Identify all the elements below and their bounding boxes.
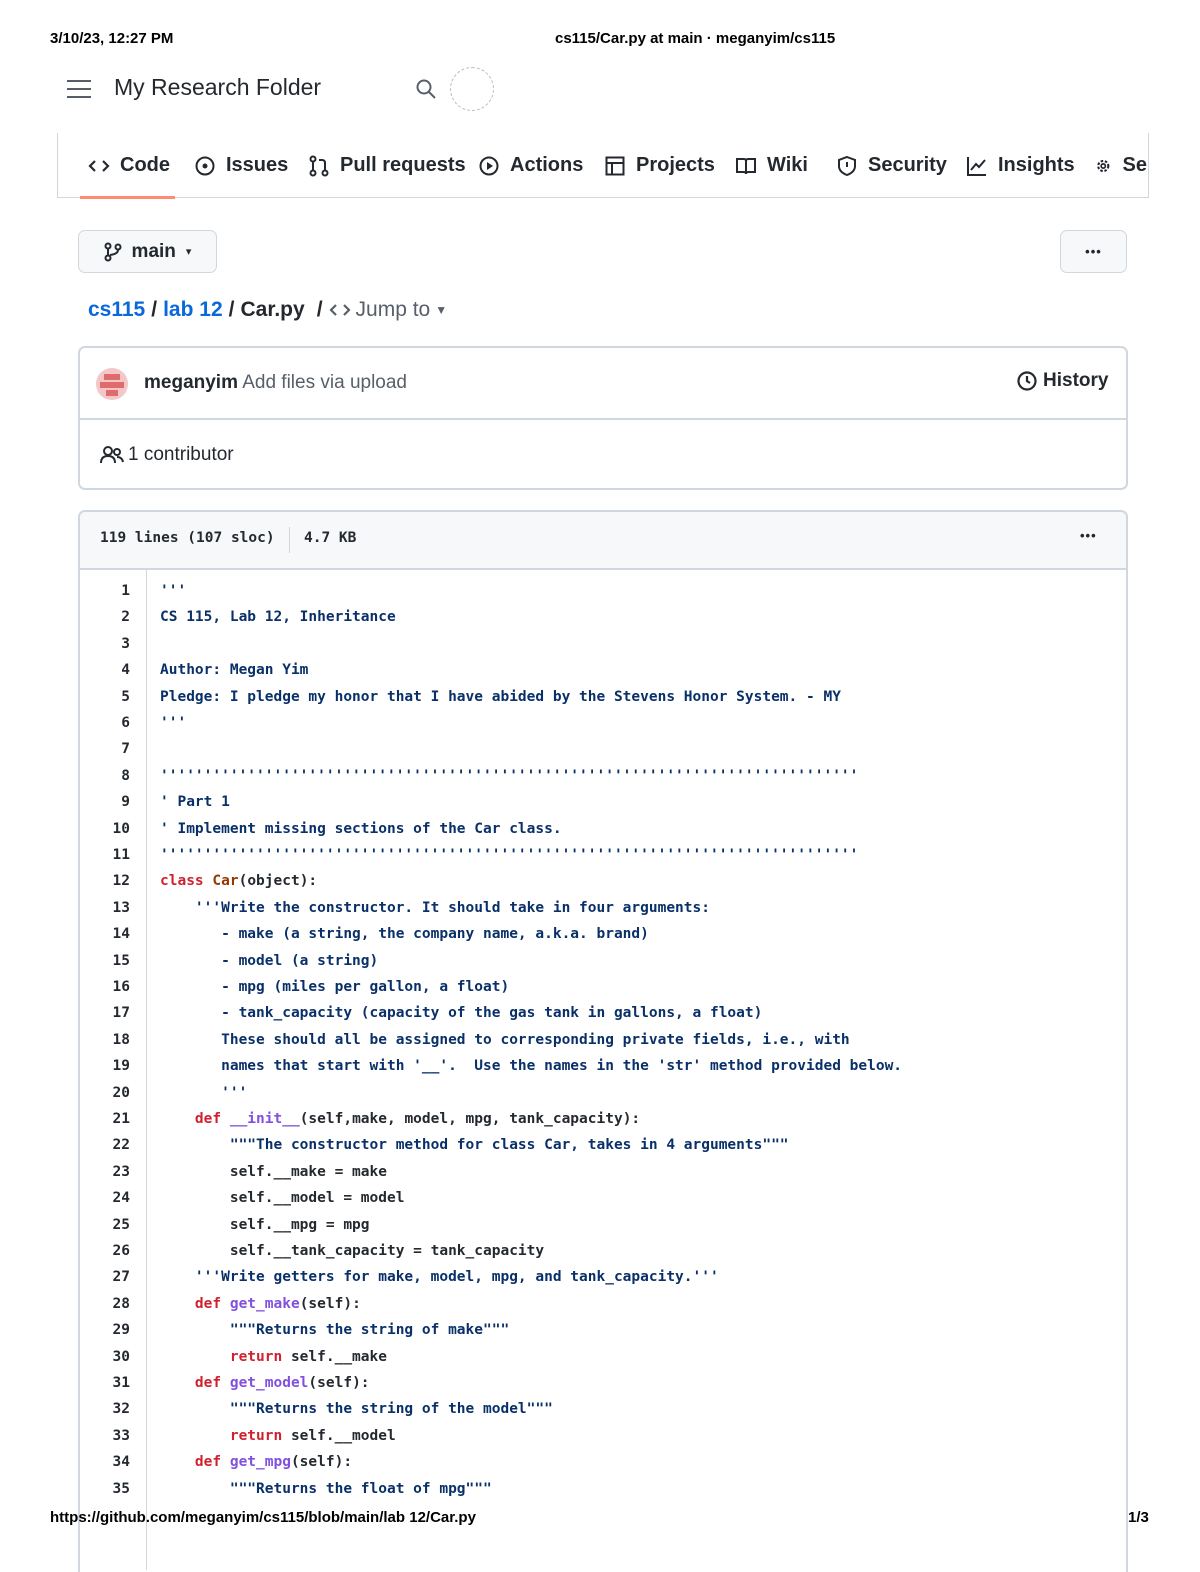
topbar-title[interactable]: My Research Folder [114, 74, 322, 100]
line-number[interactable]: 25 [112, 1216, 130, 1233]
code-token: def [194, 1454, 230, 1471]
code-token: names that start with '__'. Use the names in the 'str' method provided below. [160, 1058, 903, 1075]
code-line [160, 710, 186, 736]
code-token: """Returns the string of the model""" [160, 1401, 553, 1418]
code-line [160, 1476, 492, 1502]
code-token: (self,make, model, mpg, tank_capacity): [299, 1111, 641, 1127]
code-token [160, 1428, 230, 1444]
tab-actions[interactable] [478, 154, 583, 177]
tab-settings[interactable] [1094, 154, 1147, 177]
code-line [160, 1370, 370, 1396]
code-line [160, 789, 230, 815]
print-url: https://github.com/meganyim/cs115/blob/main/lab 12/Car.py [50, 1509, 476, 1526]
code-token: (self): [299, 1295, 361, 1312]
graph-icon [966, 155, 988, 177]
line-number[interactable]: 8 [121, 767, 130, 784]
code-token: '''Write getters for make, model, mpg, and tank_capacity.''' [160, 1269, 719, 1286]
line-number[interactable]: 12 [112, 873, 130, 890]
code-token: __init__ [229, 1111, 300, 1127]
line-number[interactable]: 4 [121, 662, 130, 679]
line-number[interactable]: 21 [112, 1111, 130, 1127]
code-line [160, 974, 509, 1000]
commit-message-link[interactable]: Add files via upload [242, 372, 407, 393]
code-token: ''' [160, 1084, 248, 1101]
tab-wiki[interactable] [735, 154, 808, 177]
code-token: '''''''''''''''''''''''''''''''''''''''''''''''''''''''''''''''''''''''''''''''' [160, 847, 859, 863]
tab-label: Code [120, 154, 170, 176]
code-token: def [194, 1295, 230, 1312]
line-number[interactable]: 10 [112, 820, 130, 837]
divider [80, 418, 1126, 420]
line-number[interactable]: 31 [112, 1375, 130, 1391]
tab-label: Insights [998, 154, 1075, 176]
line-number[interactable]: 3 [121, 635, 130, 652]
breadcrumb-separator: / [316, 298, 323, 321]
branch-select-button[interactable] [78, 230, 217, 273]
line-number[interactable]: 27 [112, 1269, 130, 1286]
code-token: (self): [308, 1375, 370, 1391]
branch-label: main [131, 240, 176, 262]
contributors-link[interactable] [100, 444, 234, 466]
branch-icon [104, 242, 122, 262]
history-button[interactable] [1016, 370, 1108, 392]
line-number[interactable]: 6 [121, 715, 130, 731]
line-number[interactable]: 22 [112, 1137, 130, 1154]
jump-to-label: Jump to [355, 298, 431, 321]
code-token: """Returns the float of mpg""" [160, 1480, 492, 1497]
code-line [160, 763, 858, 789]
line-number[interactable]: 23 [112, 1163, 130, 1180]
line-number[interactable]: 5 [121, 688, 130, 705]
line-number[interactable]: 20 [112, 1084, 130, 1101]
file-viewer [78, 510, 1128, 1572]
code-token: self.__model [290, 1427, 396, 1444]
code-line [160, 842, 858, 868]
breadcrumb-separator: / [228, 298, 235, 321]
line-number[interactable]: 35 [112, 1480, 130, 1497]
divider [289, 527, 290, 553]
code-line [160, 1132, 789, 1158]
code-token: - model (a string) [160, 952, 379, 969]
line-number[interactable]: 9 [121, 794, 130, 811]
contributors-label: 1 contributor [128, 444, 234, 465]
breadcrumb-separator: / [151, 298, 158, 321]
code-token: Author: Megan Yim [160, 662, 309, 679]
line-number[interactable]: 14 [112, 926, 130, 943]
code-token: '''Write the constructor. It should take in four arguments: [160, 899, 710, 916]
line-number[interactable]: 18 [112, 1031, 130, 1048]
code-line [160, 1027, 850, 1053]
code-line [160, 1185, 404, 1211]
active-tab-underline [80, 196, 175, 199]
tab-label: Security [868, 154, 947, 176]
code-token [160, 1375, 195, 1391]
code-line [160, 1344, 387, 1370]
code-token [160, 1111, 195, 1127]
code-token: self.__make = make [160, 1163, 387, 1180]
tab-label: Pull requests [340, 154, 466, 176]
line-number[interactable]: 28 [112, 1295, 130, 1312]
commit-summary [144, 372, 407, 394]
chevron-down-icon: ▼ [435, 303, 448, 317]
code-token: CS 115, Lab 12, Inheritance [160, 609, 396, 626]
code-token: ''' [160, 715, 187, 731]
code-line [160, 1000, 762, 1026]
code-token: (object): [238, 873, 318, 890]
tab-label: Issues [226, 154, 289, 176]
code-line [160, 578, 186, 604]
code-line [160, 657, 308, 683]
line-number[interactable]: 17 [112, 1005, 130, 1022]
table-icon [604, 155, 626, 177]
code-token: class [160, 873, 213, 890]
line-number[interactable]: 34 [112, 1454, 130, 1471]
line-number[interactable]: 1 [121, 583, 130, 599]
code-line [160, 1317, 509, 1343]
code-area [80, 570, 1126, 1570]
code-token: - mpg (miles per gallon, a float) [160, 979, 510, 995]
code-token: self.__model = model [160, 1190, 405, 1207]
code-token: '''''''''''''''''''''''''''''''''''''''''''''''''''''''''''''''''''''''''''''''' [160, 767, 859, 784]
line-number[interactable]: 16 [112, 979, 130, 995]
code-line [160, 1396, 553, 1422]
print-page-number: 1/3 [1128, 1509, 1149, 1526]
tab-security[interactable] [836, 154, 947, 177]
file-size: 4.7 KB [304, 530, 357, 546]
code-token: """Returns the string of make""" [160, 1322, 510, 1339]
code-line [160, 1106, 640, 1132]
file-header [80, 512, 1126, 570]
line-number[interactable]: 7 [121, 741, 130, 758]
code-token: (self): [290, 1454, 353, 1471]
print-page-title: cs115/Car.py at main · meganyim/cs115 [555, 30, 836, 47]
line-number[interactable]: 32 [112, 1401, 130, 1418]
line-number[interactable]: 2 [121, 609, 130, 626]
line-number[interactable]: 30 [112, 1348, 130, 1365]
code-line [160, 684, 841, 710]
line-number[interactable]: 11 [112, 847, 130, 863]
code-line [160, 1264, 719, 1290]
more-options-button[interactable]: ••• [1060, 230, 1127, 273]
file-line-count: 119 lines (107 sloc) [100, 530, 275, 546]
code-line [160, 1159, 387, 1185]
code-line [160, 948, 378, 974]
commit-box [78, 346, 1128, 490]
menu-icon[interactable] [67, 78, 91, 98]
breadcrumb-folder-link[interactable]: lab 12 [163, 298, 223, 321]
code-token [160, 1454, 195, 1470]
code-icon [329, 302, 351, 318]
history-icon [1016, 370, 1038, 392]
breadcrumb-file: Car.py [240, 298, 305, 321]
code-line [160, 868, 317, 894]
line-number[interactable]: 33 [112, 1427, 130, 1444]
tab-label: Se [1122, 154, 1147, 176]
tab-insights[interactable] [966, 154, 1075, 177]
commit-author-link[interactable]: meganyim [144, 372, 238, 393]
breadcrumb-repo-link[interactable]: cs115 [88, 298, 146, 321]
code-token: def [194, 1111, 230, 1127]
code-token: def [194, 1375, 230, 1391]
code-token: self.__tank_capacity = tank_capacity [160, 1243, 545, 1259]
code-token: self.__make [290, 1348, 387, 1365]
file-more-button[interactable]: ••• [1080, 528, 1097, 543]
line-number[interactable]: 24 [112, 1190, 130, 1207]
code-line [160, 604, 396, 630]
code-line [160, 1291, 361, 1317]
tab-projects[interactable] [604, 154, 715, 177]
code-icon [88, 155, 110, 177]
code-line [160, 1238, 544, 1264]
history-label: History [1043, 370, 1109, 391]
jump-to-button[interactable] [329, 298, 448, 322]
code-line [160, 895, 710, 921]
tab-label: Projects [636, 154, 715, 176]
code-token: get_make [229, 1295, 300, 1312]
code-token: get_model [229, 1375, 309, 1391]
line-number[interactable]: 15 [112, 952, 130, 969]
code-token: - tank_capacity (capacity of the gas tank in gallons, a float) [160, 1005, 763, 1022]
avatar[interactable] [450, 67, 494, 111]
print-datetime: 3/10/23, 12:27 PM [50, 30, 174, 47]
shield-icon [836, 155, 858, 177]
code-token: """The constructor method for class Car, takes in 4 arguments""" [160, 1137, 789, 1154]
code-line [160, 1053, 902, 1079]
code-token: ' Part 1 [160, 794, 230, 811]
code-token: These should all be assigned to corresponding private fields, i.e., with [160, 1031, 850, 1048]
line-number[interactable]: 13 [112, 899, 130, 916]
code-token: Pledge: I pledge my honor that I have abided by the Stevens Honor System. - MY [160, 688, 841, 705]
code-token: self.__mpg = mpg [160, 1216, 370, 1233]
code-line [160, 1212, 370, 1238]
breadcrumb [88, 298, 447, 322]
code-token [160, 1349, 230, 1365]
tab-code[interactable] [88, 154, 170, 177]
code-token [160, 1296, 195, 1312]
line-number[interactable]: 26 [112, 1243, 130, 1259]
code-token: return [229, 1348, 291, 1365]
tab-issues[interactable] [194, 154, 288, 177]
line-number[interactable]: 19 [112, 1058, 130, 1075]
code-token: - make (a string, the company name, a.k.a. brand) [160, 926, 649, 943]
code-token: Car [212, 873, 239, 890]
code-token: return [229, 1427, 291, 1444]
play-icon [478, 155, 500, 177]
code-token: get_mpg [229, 1454, 291, 1471]
search-icon[interactable] [415, 78, 437, 100]
code-line [160, 1080, 247, 1106]
code-line [160, 816, 562, 842]
tab-pull-requests[interactable] [308, 154, 466, 177]
code-token: ''' [160, 583, 187, 599]
avatar[interactable] [96, 368, 128, 400]
code-line [160, 921, 649, 947]
tab-label: Actions [510, 154, 584, 176]
book-icon [735, 155, 757, 177]
chevron-down-icon: ▾ [185, 246, 192, 258]
tab-label: Wiki [767, 154, 808, 176]
people-icon [100, 445, 124, 465]
code-token: ' Implement missing sections of the Car class. [160, 820, 562, 837]
issue-icon [194, 155, 216, 177]
code-line [160, 1423, 396, 1449]
gear-icon [1094, 155, 1113, 177]
line-number[interactable]: 29 [112, 1322, 130, 1339]
pull-request-icon [308, 155, 330, 177]
code-line [160, 1449, 352, 1475]
